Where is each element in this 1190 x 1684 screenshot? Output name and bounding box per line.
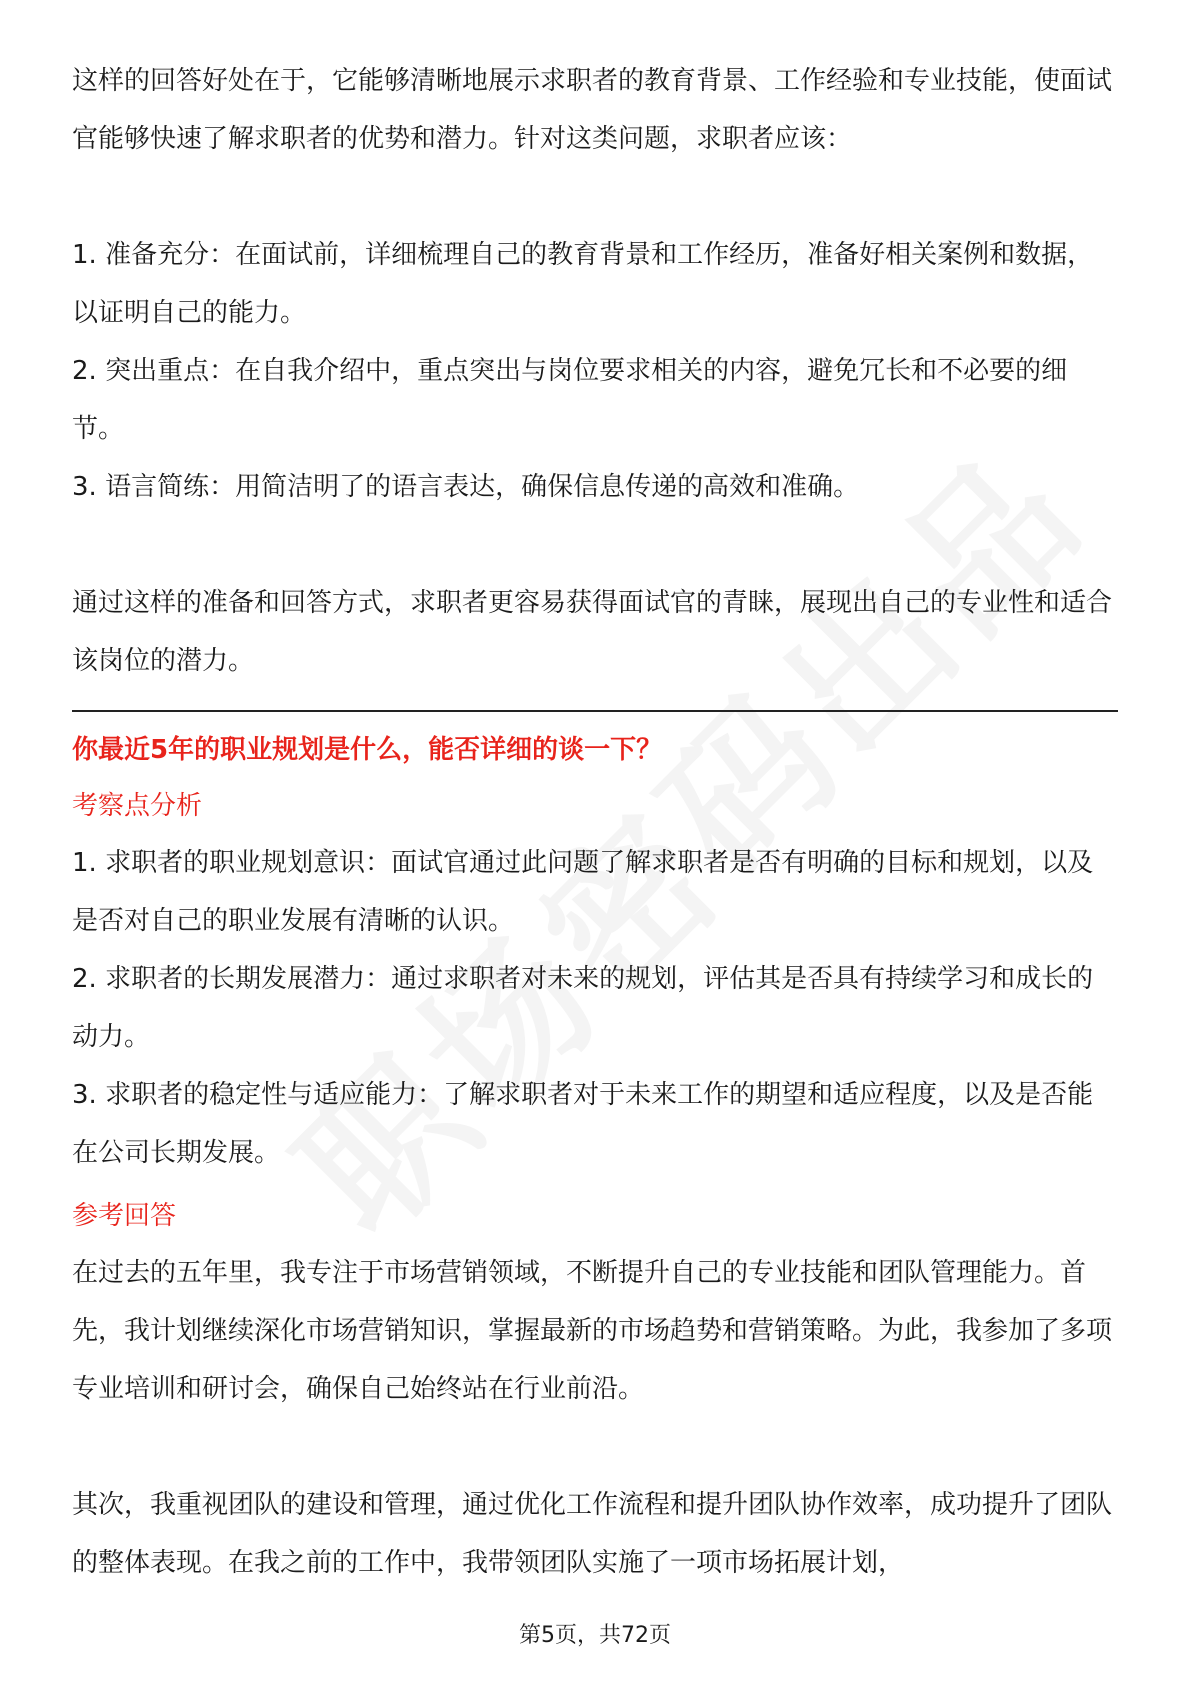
section-divider <box>72 710 1118 712</box>
list-item: 1. 准备充分：在面试前，详细梳理自己的教育背景和工作经历，准备好相关案例和数据，以证明自己的能力。 <box>72 240 1094 328</box>
spacer <box>72 168 1118 226</box>
list-item: 1. 求职者的职业规划意识：面试官通过此问题了解求职者是否有明确的目标和规划，以及是否对自己的职业发展有清晰的认识。 <box>72 848 1094 936</box>
document-page <box>72 52 1118 1592</box>
spacer <box>72 516 1118 574</box>
answer-heading: 参考回答 <box>72 1201 177 1231</box>
intro-paragraph: 这样的回答好处在于，它能够清晰地展示求职者的教育背景、工作经验和专业技能，使面试官能够快速了解求职者的优势和潜力。针对这类问题，求职者应该： <box>72 66 1113 154</box>
answer-paragraph: 其次，我重视团队的建设和管理，通过优化工作流程和提升团队协作效率，成功提升了团队的整体表现。在我之前的工作中，我带领团队实施了一项市场拓展计划， <box>72 1490 1113 1578</box>
list-item: 2. 求职者的长期发展潜力：通过求职者对未来的规划，评估其是否具有持续学习和成长的动力。 <box>72 964 1094 1052</box>
list-item: 3. 求职者的稳定性与适应能力：了解求职者对于未来工作的期望和适应程度，以及是否能在公司长期发展。 <box>72 1080 1094 1168</box>
page-number: 第5页，共72页 <box>519 1623 671 1648</box>
conclusion-paragraph: 通过这样的准备和回答方式，求职者更容易获得面试官的青睐，展现出自己的专业性和适合该岗位的潜力。 <box>72 588 1113 676</box>
list-item: 3. 语言简练：用简洁明了的语言表达，确保信息传递的高效和准确。 <box>72 472 860 502</box>
spacer <box>72 1418 1118 1476</box>
answer-paragraph: 在过去的五年里，我专注于市场营销领域，不断提升自己的专业技能和团队管理能力。首先，我计划继续深化市场营销知识，掌握最新的市场趋势和营销策略。为此，我参加了多项专业培训和研讨会，确保自己始终站在行业前沿。 <box>72 1258 1113 1404</box>
list-item: 2. 突出重点：在自我介绍中，重点突出与岗位要求相关的内容，避免冗长和不必要的细节。 <box>72 356 1068 444</box>
question-title: 你最近5年的职业规划是什么，能否详细的谈一下？ <box>72 735 663 765</box>
analysis-heading: 考察点分析 <box>72 791 203 821</box>
